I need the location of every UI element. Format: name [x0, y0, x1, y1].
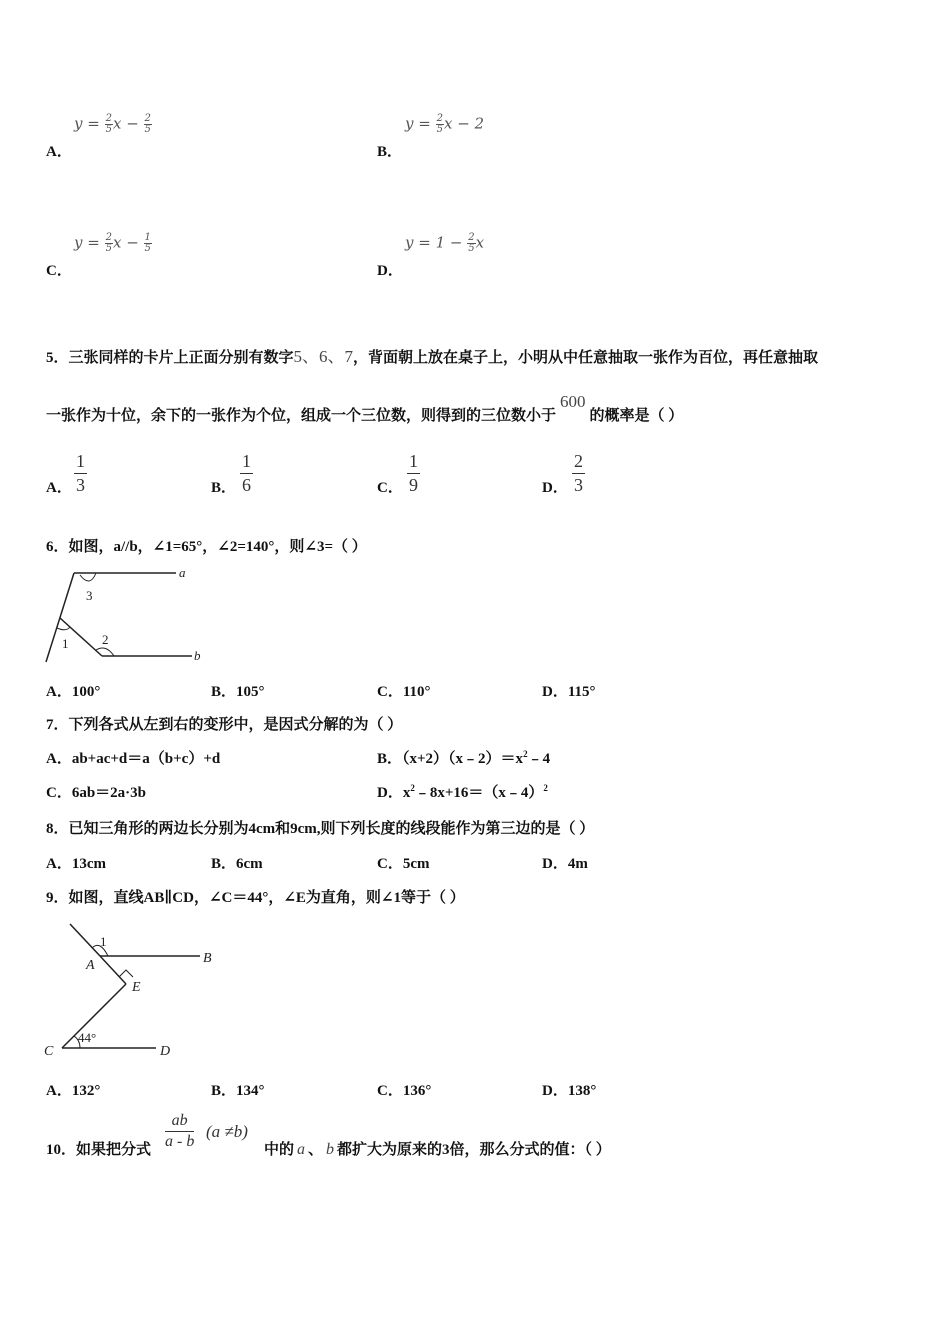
q5-option-d-fraction: $\frac{2}{3}$	[574, 451, 583, 495]
q5-option-a-fraction: $\frac{1}{3}$	[76, 451, 85, 495]
q4-option-a	[46, 112, 346, 162]
q4-option-a-equation: y = $\frac{2}{5}$ x − $\frac{2}{5}$	[74, 113, 151, 135]
q10-prefix: 10．如果把分式	[46, 1142, 152, 1158]
q9-label-44: 44°	[78, 1030, 97, 1045]
q5-option-b-fraction: $\frac{1}{6}$	[242, 451, 251, 495]
q7-option-b: B．$(x+2)(x﹣2)=x^2﹣4$	[377, 749, 551, 767]
q6-stem: 6．如图，a//b，∠1=65°，∠2=140°，则∠3=（ ）	[46, 539, 367, 555]
q7-option-c: C．6ab＝2a·3b	[46, 785, 147, 801]
q10-fraction-denominator: a - b	[165, 1133, 195, 1150]
q4-option-b-equation: y = $\frac{2}{5}$ x − 2	[405, 113, 485, 135]
q9-label-d: D	[160, 1044, 171, 1059]
q6-arc-2	[96, 648, 114, 656]
q9-option-c: C．136°	[377, 1083, 432, 1099]
q6-option-b: B．105°	[211, 684, 265, 700]
q10-rest: 中的 a 、 b 都扩大为原来的3倍，那么分式的值：（ ）	[264, 1141, 611, 1158]
q4-option-d-equation: y = 1 − $\frac{2}{5}$ x	[405, 232, 485, 254]
q4-option-b-label: B．	[377, 144, 403, 160]
q7-option-a: A．ab+ac+d＝a（b+c）+d	[46, 751, 221, 767]
q4-option-b	[377, 112, 677, 162]
q7-option-d: D．$x^2﹣8x+16=(x﹣4)^2$	[377, 783, 548, 801]
q9-segment-ae	[100, 956, 126, 984]
q10-fraction	[165, 1111, 194, 1152]
q7-stem: 7．下列各式从左到右的变形中，是因式分解的为（ ）	[46, 717, 403, 733]
q8-option-a: A．13cm	[46, 856, 106, 872]
q9-stem: 9．如图，直线AB∥CD，∠C＝44°，∠E为直角，则∠1等于（ ）	[46, 890, 465, 906]
q10-condition: (a ≠b)	[206, 1122, 248, 1141]
q6-option-a: A．100°	[46, 684, 101, 700]
q8-option-c: C．5cm	[377, 856, 430, 872]
q9-label-b: B	[203, 951, 212, 966]
q6-label-1: 1	[62, 636, 69, 651]
q9-label-1: 1	[100, 934, 107, 949]
q9-option-d: D．138°	[542, 1083, 597, 1099]
q9-option-b: B．134°	[211, 1083, 265, 1099]
q5-stem-line1: 5．三张同样的卡片上正面分别有数字5、6、7，背面朝上放在桌子上，小明从中任意抽取一张作为百位，再任意抽取	[46, 347, 819, 366]
q4-option-c	[46, 231, 346, 281]
q6-label-2: 2	[102, 632, 109, 647]
q5-option-d-label: D．	[542, 480, 568, 496]
q5-option-c-fraction: $\frac{1}{9}$	[409, 451, 418, 495]
q6-label-b: b	[194, 648, 201, 663]
q9-extension-through-a	[70, 924, 100, 956]
q5-stem-line2: 一张作为十位，余下的一张作为个位，组成一个三位数，则得到的三位数小于600的概率是（ ）	[46, 392, 684, 424]
q6-transversal	[46, 573, 74, 662]
q8-option-b: B．6cm	[211, 856, 263, 872]
q9-label-a: A	[86, 958, 95, 973]
q6-arc-1	[57, 627, 70, 630]
q6-option-d: D．115°	[542, 684, 596, 700]
q8-stem: 8．已知三角形的两边长分别为4cm和9cm,则下列长度的线段能作为第三边的是（ ）	[46, 821, 595, 837]
q4-option-d-label: D．	[377, 263, 403, 279]
q6-label-a: a	[179, 565, 186, 580]
q9-figure	[40, 918, 230, 1066]
q9-label-c: C	[44, 1044, 54, 1059]
q4-option-a-label: A．	[46, 144, 72, 160]
q5-option-c-label: C．	[377, 480, 403, 496]
q4-option-c-equation: y = $\frac{2}{5}$ x − $\frac{1}{5}$	[74, 232, 151, 254]
q5-option-a-label: A．	[46, 480, 72, 496]
q6-label-3: 3	[86, 588, 93, 603]
q6-option-c: C．110°	[377, 684, 431, 700]
q4-option-d	[377, 231, 677, 281]
q6-arc-3	[80, 573, 96, 581]
q4-option-c-label: C．	[46, 263, 72, 279]
q6-figure	[40, 562, 220, 670]
q5-option-b-label: B．	[211, 480, 237, 496]
q9-label-e: E	[132, 980, 141, 995]
q9-option-a: A．132°	[46, 1083, 101, 1099]
q9-right-angle-mark	[119, 970, 133, 977]
q10-fraction-numerator: ab	[165, 1111, 194, 1132]
q8-option-d: D．4m	[542, 856, 588, 872]
